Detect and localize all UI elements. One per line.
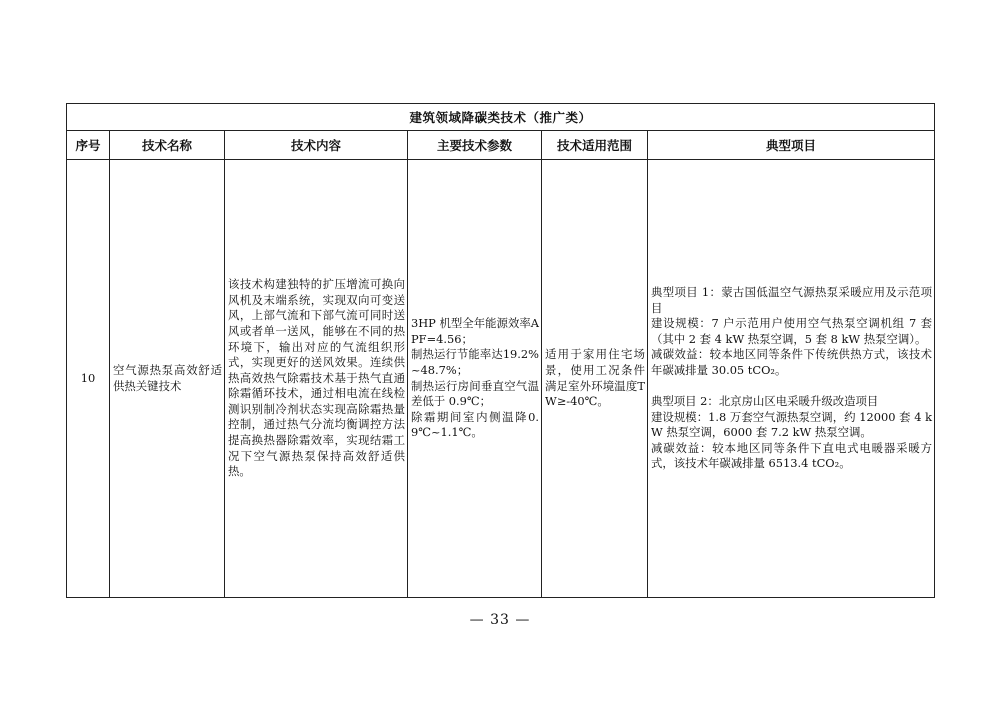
param-item: 除霜期间室内侧温降0.9℃~1.1℃。: [411, 409, 539, 440]
header-tech-content: 技术内容: [225, 131, 408, 159]
header-no: 序号: [67, 131, 110, 159]
cell-main-params: [408, 160, 542, 597]
row-number: 10: [80, 370, 96, 385]
header-scope: 技术适用范围: [542, 131, 648, 159]
param-item: 制热运行房间垂直空气温差低于 0.9℃；: [411, 378, 539, 409]
tech-name: 空气源热泵高效舒适供热关键技术: [113, 362, 222, 393]
project-2-title: 典型项目 2：北京房山区电采暖升级改造项目: [651, 394, 879, 409]
cell-scope: [542, 160, 648, 597]
cell-tech-name: [110, 160, 225, 597]
projects-list: [648, 285, 934, 472]
cell-no: [67, 160, 110, 597]
project-1-scale: 建设规模：7 户示范用户使用空气热泵空调机组 7 套（其中 2 套 4 kW 热泵空调，5 套 8 kW 热泵空调）。: [651, 316, 932, 346]
project-2-scale: 建设规模：1.8 万套空气源热泵空调，约 12000 套 4 kW 热泵空调，6000 套 7.2 kW 热泵空调。: [651, 409, 932, 440]
cell-typical-projects: [648, 160, 934, 597]
tech-content: 该技术构建独特的扩压增流可换向风机及末端系统，实现双向可变送风，上部气流和下部气流可同时送风或者单一送风，能够在不同的热环境下，输出对应的气流组织形式，实现更好的送风效果。连续供热高效热气除霜技术基于热气直通除霜循环技术，通过相电流在线检测识别制冷剂状态实现高除霜热量控制，通过热气分流均衡调控方法提高换热器除霜效率，实现结霜工况下空气源热泵保持高效舒适供热。: [228, 277, 405, 479]
param-item: 制热运行节能率达19.2%~48.7%；: [411, 347, 539, 377]
header-typical-projects: 典型项目: [765, 138, 816, 153]
scope-text: 适用于家用住宅场景，使用工况条件满足室外环境温度TW≥-40℃。: [545, 347, 645, 409]
table-header-row: [67, 131, 934, 160]
table-title: 建筑领域降碳类技术（推广类）: [67, 104, 934, 131]
cell-tech-content: [225, 160, 408, 597]
project-spacer: [651, 379, 932, 395]
project-1-title: 典型项目 1：蒙古国低温空气源热泵采暖应用及示范项目: [651, 284, 932, 315]
project-1-benefit: 减碳效益：较本地区同等条件下传统供热方式，该技术年碳减排量 30.05 tCO₂。: [651, 347, 932, 377]
page-number: — 33 —: [469, 612, 531, 628]
table-row: [67, 160, 934, 597]
params-list: [408, 316, 541, 441]
project-2-benefit: 减碳效益：较本地区同等条件下直电式电暖器采暖方式，该技术年碳减排量 6513.4 tCO₂。: [651, 440, 932, 471]
header-tech-name: 技术名称: [110, 131, 225, 159]
header-main-params: 主要技术参数: [408, 131, 542, 159]
param-item: 3HP 机型全年能源效率APF=4.56；: [411, 316, 539, 346]
technology-table: [66, 103, 935, 598]
